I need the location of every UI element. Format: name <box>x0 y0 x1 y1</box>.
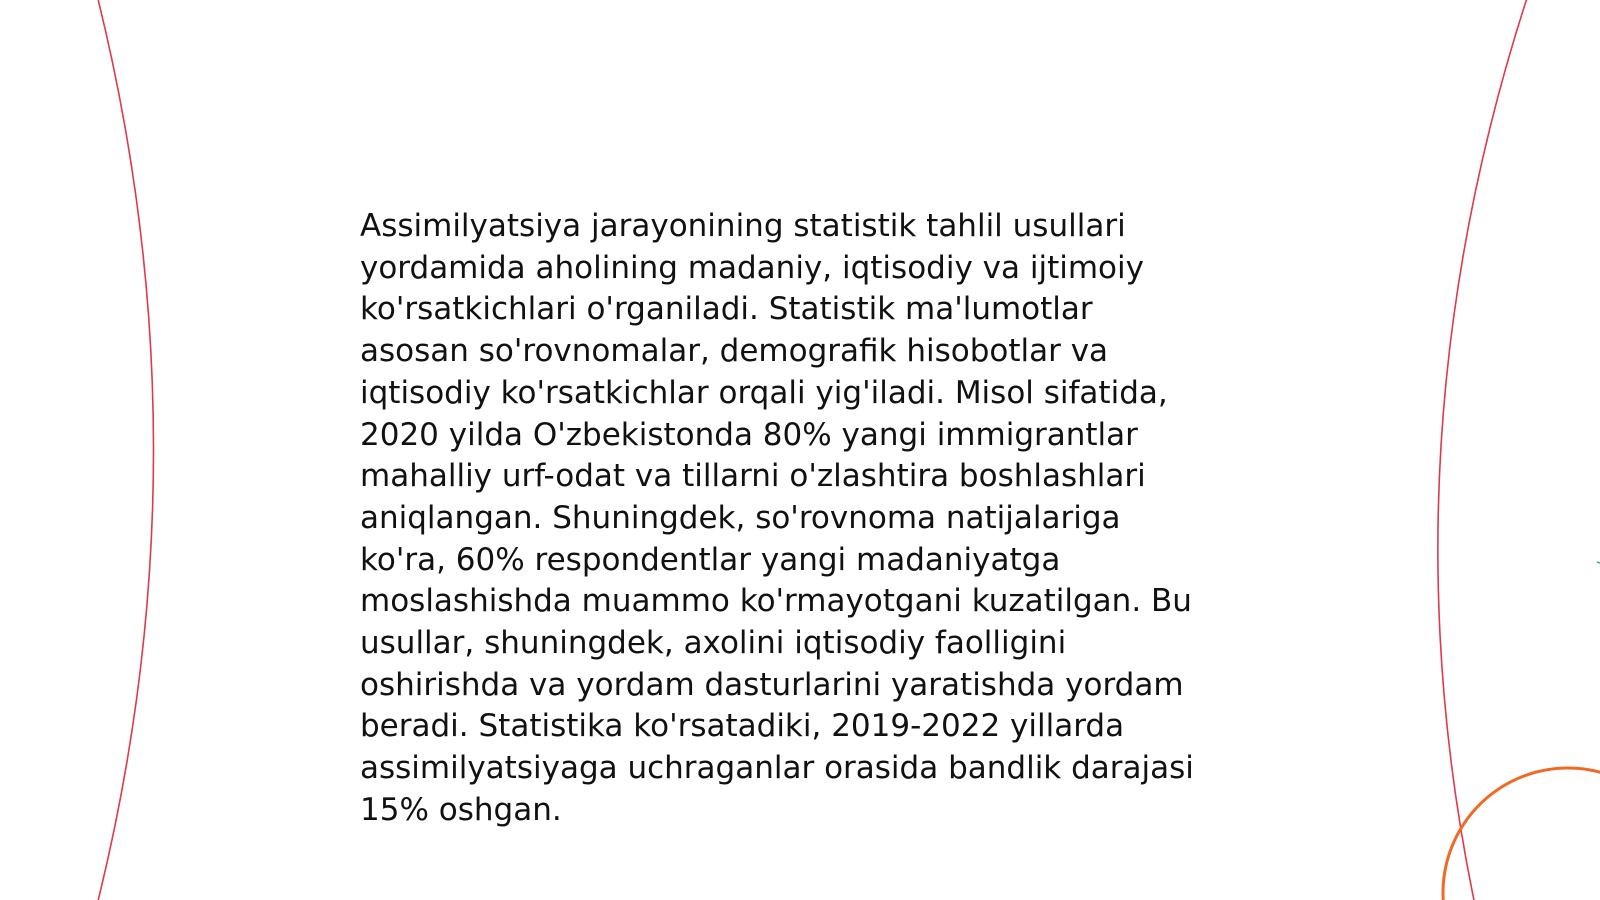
left-curve-line <box>97 0 154 900</box>
right-curve-line <box>1438 0 1528 900</box>
orange-circle-outline <box>1443 768 1600 900</box>
body-paragraph: Assimilyatsiya jarayonining statistik tahlil usullari yordamida aholining madaniy, iqtisodiy va ijtimoiy ko'rsatkichlari o'rganiladi. Statistik ma'lumotlar asosan so'rovnomalar, demografik hisobotlar va iqtisodiy ko'rsatkichlar orqali yig'iladi. Misol sifatida, 2020 yilda O'zbekistonda 80% yangi immigrantlar mahalliy urf-odat va tillarni o'zlashtira boshlashlari aniqlangan. Shuningdek, so'rovnoma natijalariga ko'ra, 60% respondentlar yangi madaniyatga moslashishda muammo ko'rmayotgani kuzatilgan. Bu usullar, shuningdek, axolini iqtisodiy faolligini oshirishda va yordam dasturlarini yaratishda yordam beradi. Statistika ko'rsatadiki, 2019-2022 yillarda assimilyatsiyaga uchraganlar orasida bandlik darajasi 15% oshgan. <box>360 208 1194 828</box>
